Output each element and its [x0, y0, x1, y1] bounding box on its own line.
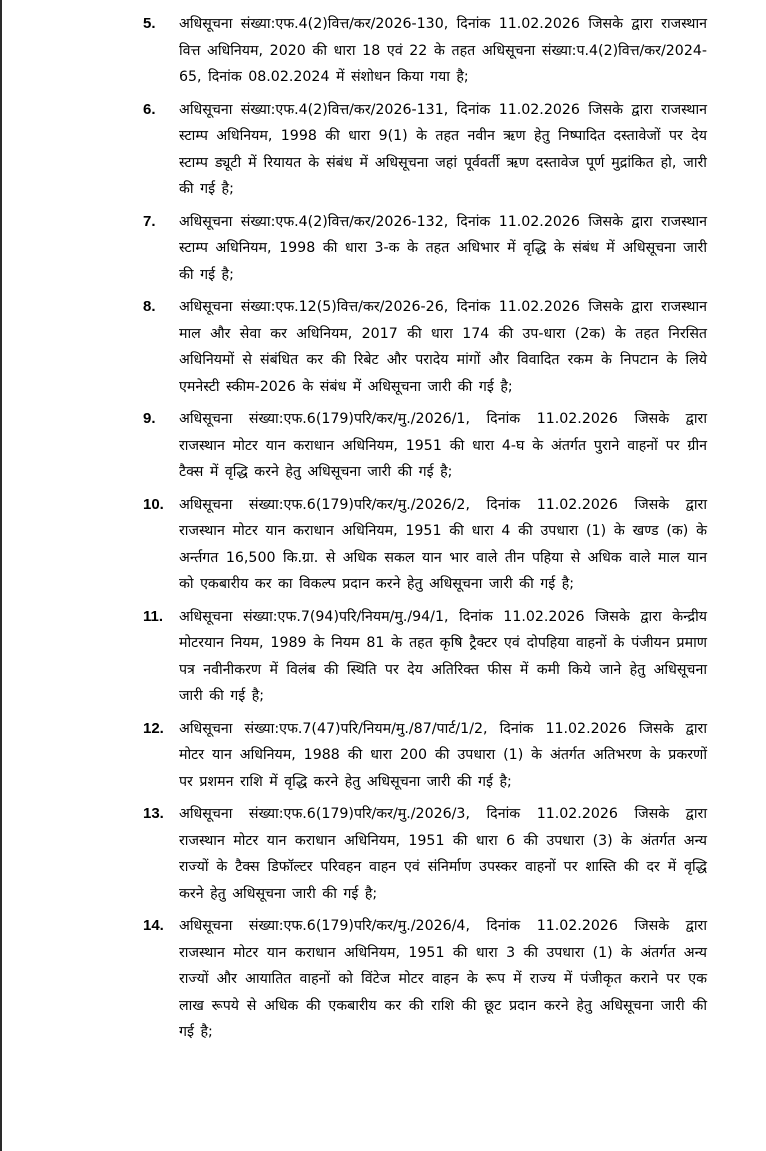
list-item-5	[143, 11, 707, 91]
item-number: 8.	[143, 298, 156, 315]
item-number: 9.	[143, 410, 156, 427]
item-number: 13.	[143, 805, 164, 822]
item-number: 6.	[143, 100, 156, 118]
item-number: 7.	[143, 212, 156, 230]
item-number: 10.	[143, 495, 164, 513]
item-text: अधिसूचना संख्या:एफ.12(5)वित्त/कर/2026-26, दिनांक 11.02.2026 जिसके द्वारा राजस्थान माल और सेवा कर अधिनियम, 2017 की धारा 174 की उप-धारा (2क) के तहत निरसित अधिनियमों से संबंधित कर की रिबेट और परादेय मांगों और विवादित रकम के निपटान के लिये एमनेस्टी स्कीम-2026 के संबंध में अधिसूचना जारी की गई है;	[179, 299, 707, 395]
page-left-border	[0, 0, 2, 1151]
item-number: 11.	[143, 607, 164, 625]
list-item-10	[143, 492, 707, 598]
item-text: अधिसूचना संख्या:एफ.7(94)परि/नियम/मु./94/1, दिनांक 11.02.2026 जिसके द्वारा केन्द्रीय मोटरयान नियम, 1989 के नियम 81 के तहत कृषि ट्रैक्टर एवं दोपहिया वाहनों के पंजीयन प्रमाण पत्र नवीनीकरण में विलंब की स्थिति पर देय अतिरिक्त फीस में कमी किये जाने हेतु अधिसूचना जारी की गई है;	[179, 608, 707, 704]
item-text: अधिसूचना संख्या:एफ.6(179)परि/कर/मु./2026/1, दिनांक 11.02.2026 जिसके द्वारा राजस्थान मोटर यान कराधान अधिनियम, 1951 की धारा 4-घ के अंतर्गत पुराने वाहनों पर ग्रीन टैक्स में वृद्धि करने हेतु अधिसूचना जारी की गई है;	[179, 411, 707, 480]
list-item-6	[143, 97, 707, 203]
item-text: अधिसूचना संख्या:एफ.6(179)परि/कर/मु./2026/3, दिनांक 11.02.2026 जिसके द्वारा राजस्थान मोटर यान कराधान अधिनियम, 1951 की धारा 6 की उपधारा (3) के अंतर्गत अन्य राज्यों के टैक्स डिफॉल्टर परिवहन वाहन एवं संनिर्माण उपस्कर वाहनों पर शास्ति की दर में वृद्धि करने हेतु अधिसूचना जारी की गई है;	[179, 806, 707, 902]
item-text: अधिसूचना संख्या:एफ.4(2)वित्त/कर/2026-132, दिनांक 11.02.2026 जिसके द्वारा राजस्थान स्टाम्प अधिनियम, 1998 की धारा 3-क के तहत अधिभार में वृद्धि के संबंध में अधिसूचना जारी की गई है;	[179, 213, 707, 283]
item-text: अधिसूचना संख्या:एफ.6(179)परि/कर/मु./2026/2, दिनांक 11.02.2026 जिसके द्वारा राजस्थान मोटर यान कराधान अधिनियम, 1951 की धारा 4 की उपधारा (1) के खण्ड (क) के अर्न्तगत 16,500 कि.ग्रा. से अधिक सकल यान भार वाले तीन पहिया से अधिक वाले माल यान को एकबारीय कर का विकल्प प्रदान करने हेतु अधिसूचना जारी की गई है;	[179, 496, 707, 592]
item-number: 12.	[143, 719, 164, 737]
item-text: अधिसूचना संख्या:एफ.6(179)परि/कर/मु./2026/4, दिनांक 11.02.2026 जिसके द्वारा राजस्थान मोटर यान कराधान अधिनियम, 1951 की धारा 3 की उपधारा (1) के अंतर्गत अन्य राज्यों और आयातित वाहनों को विंटेज मोटर वाहन के रूप में राज्य में पंजीकृत कराने पर एक लाख रूपये से अधिक की एकबारीय कर की राशि की छूट प्रदान करने हेतु अधिसूचना जारी की गई है;	[179, 918, 707, 1040]
document-page	[143, 11, 707, 1052]
list-item-11	[143, 604, 707, 710]
item-text: अधिसूचना संख्या:एफ.4(2)वित्त/कर/2026-130, दिनांक 11.02.2026 जिसके द्वारा राजस्थान वित्त अधिनियम, 2020 की धारा 18 एवं 22 के तहत अधिसूचना संख्या:प.4(2)वित्त/कर/2024-65, दिनांक 08.02.2024 में संशोधन किया गया है;	[179, 16, 707, 85]
item-number: 14.	[143, 917, 164, 934]
item-number: 5.	[143, 15, 156, 32]
list-item-9	[143, 406, 707, 486]
list-item-12	[143, 716, 707, 796]
item-text: अधिसूचना संख्या:एफ.7(47)परि/नियम/मु./87/पार्ट/1/2, दिनांक 11.02.2026 जिसके द्वारा मोटर यान अधिनियम, 1988 की धारा 200 की उपधारा (1) के अंतर्गत अतिभरण के प्रकरणों पर प्रशमन राशि में वृद्धि करने हेतु अधिसूचना जारी की गई है;	[179, 720, 707, 790]
list-item-14	[143, 913, 707, 1046]
list-item-8	[143, 294, 707, 400]
list-item-13	[143, 801, 707, 907]
item-text: अधिसूचना संख्या:एफ.4(2)वित्त/कर/2026-131, दिनांक 11.02.2026 जिसके द्वारा राजस्थान स्टाम्प अधिनियम, 1998 की धारा 9(1) के तहत नवीन ऋण हेतु निष्पादित दस्तावेजों पर देय स्टाम्प ड्यूटी में रियायत के संबंध में अधिसूचना जहां पूर्ववर्ती ऋण दस्तावेज पूर्ण मुद्रांकित हो, जारी की गई है;	[179, 101, 707, 197]
list-item-7	[143, 209, 707, 289]
